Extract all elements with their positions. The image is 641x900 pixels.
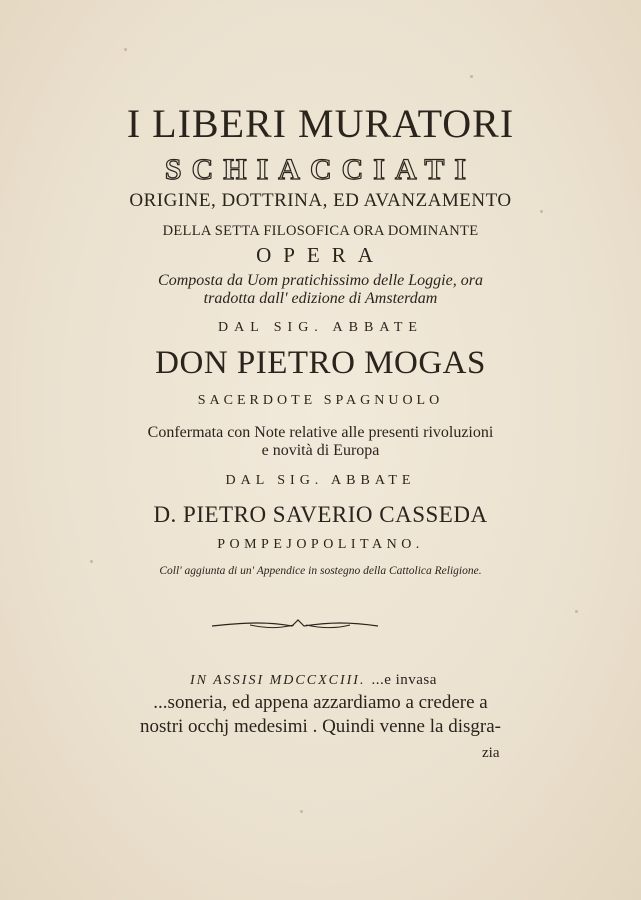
dal-sig-abbate-2: DAL SIG. ABBATE [225, 473, 416, 488]
author-name: DON PIETRO MOGAS [155, 345, 486, 381]
translator-name: D. PIETRO SAVERIO CASSEDA [153, 502, 488, 527]
confermata-line-2: e novità di Europa [261, 442, 380, 459]
bleed-fragment: ...e invasa [371, 672, 437, 688]
bleed-through-line-2: nostri occhj medesimi . Quindi venne la disgra- [140, 716, 501, 737]
bleed-through-line-1: ...soneria, ed appena azzardiamo a credere a [153, 692, 488, 713]
book-subtitle: SCHIACCIATI [164, 153, 477, 186]
book-title: I LIBERI MURATORI [126, 101, 515, 146]
origine-line: ORIGINE, DOTTRINA, ED AVANZAMENTO [129, 190, 512, 211]
composta-line-1: Composta da Uom pratichissimo delle Loggie, ora [158, 272, 483, 289]
imprint-text: IN ASSISI MDCCXCIII. [190, 673, 366, 688]
appendice-line: Coll' aggiunta di un' Appendice in sostegno della Cattolica Religione. [159, 565, 482, 577]
imprint-line [0, 672, 641, 689]
dal-sig-abbate-1: DAL SIG. ABBATE [218, 320, 423, 335]
setta-line: DELLA SETTA FILOSOFICA ORA DOMINANTE [162, 223, 479, 239]
composta-line-2: tradotta dall' edizione di Amsterdam [203, 290, 438, 307]
ornament-rule-icon [210, 612, 380, 636]
bleed-through-line-3: zia [482, 745, 500, 761]
confermata-line-1: Confermata con Note relative alle presenti rivoluzioni [147, 424, 494, 441]
opera-heading: OPERA [256, 243, 385, 267]
pompejopolitano-line: POMPEJOPOLITANO. [217, 537, 424, 552]
sacerdote-line: SACERDOTE SPAGNUOLO [197, 393, 444, 408]
